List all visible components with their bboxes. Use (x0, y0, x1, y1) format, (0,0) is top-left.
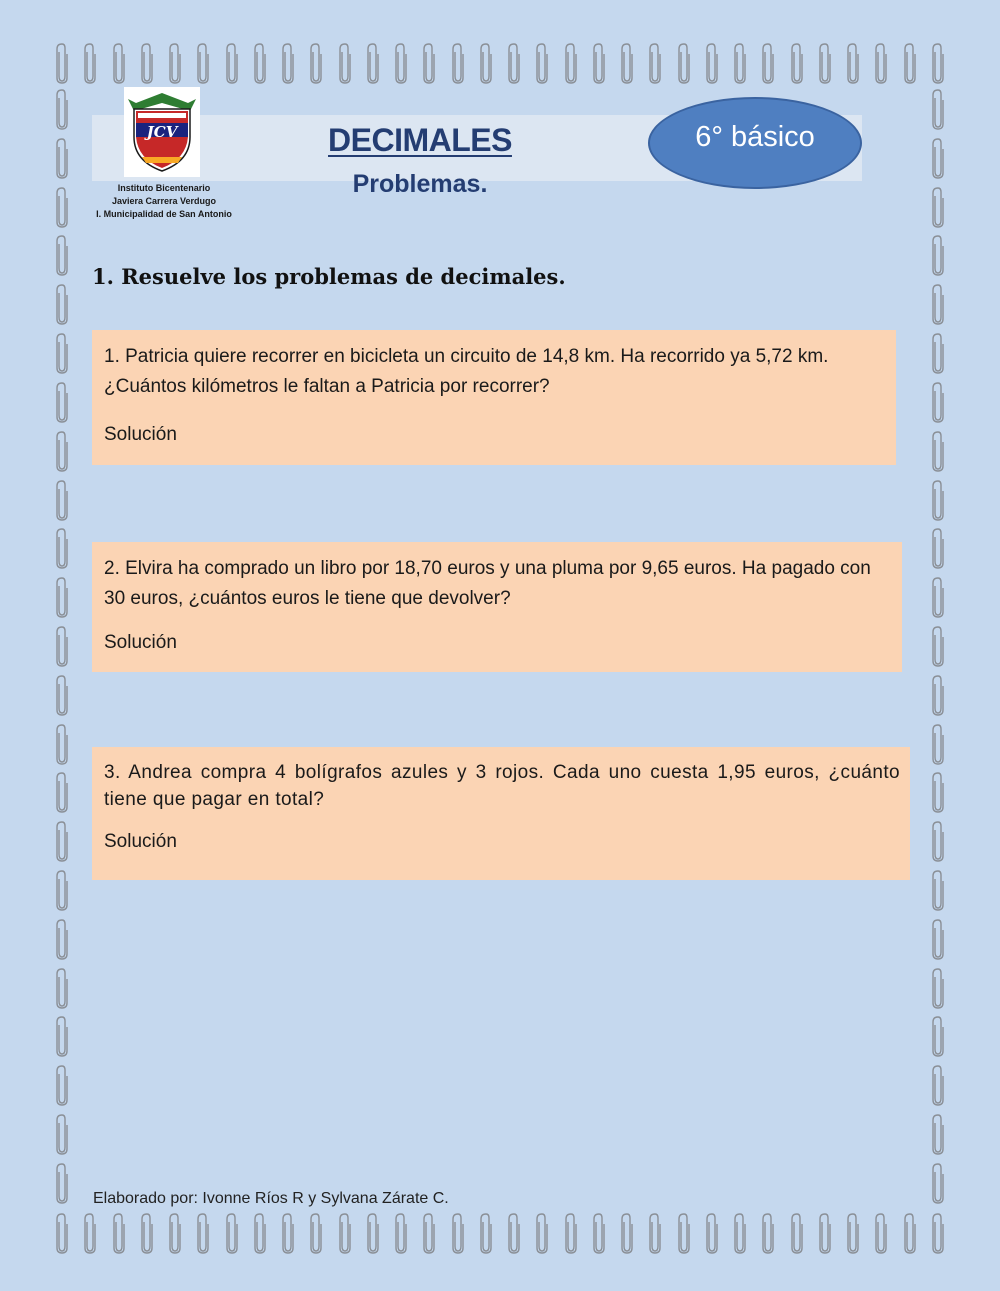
paperclip-border-bottom (54, 1212, 946, 1256)
paperclip-icon (478, 1212, 494, 1256)
paperclip-icon (139, 1212, 155, 1256)
paperclip-icon (421, 1212, 437, 1256)
paperclip-icon (365, 1212, 381, 1256)
paperclip-border-top (54, 42, 946, 86)
paperclip-icon (365, 42, 381, 86)
solution-label: Solución (104, 424, 177, 445)
paperclip-icon (54, 332, 70, 378)
solution-label: Solución (104, 831, 177, 852)
grade-label: 6° básico (695, 121, 815, 153)
paperclip-icon (139, 42, 155, 86)
paperclip-icon (930, 381, 946, 427)
instruction-heading: 1. Resuelve los problemas de decimales. (92, 264, 566, 289)
paperclip-icon (873, 1212, 889, 1256)
paperclip-icon (54, 576, 70, 622)
paperclip-icon (54, 1113, 70, 1159)
paperclip-icon (817, 42, 833, 86)
paperclip-icon (930, 42, 946, 86)
paperclip-icon (54, 283, 70, 329)
paperclip-icon (224, 42, 240, 86)
paperclip-icon (789, 42, 805, 86)
paperclip-icon (252, 42, 268, 86)
paperclip-icon (930, 332, 946, 378)
paperclip-icon (704, 42, 720, 86)
page-title: DECIMALES (328, 122, 512, 158)
paperclip-icon (591, 42, 607, 86)
paperclip-icon (506, 42, 522, 86)
paperclip-icon (54, 625, 70, 671)
paperclip-icon (760, 1212, 776, 1256)
paperclip-icon (591, 1212, 607, 1256)
paperclip-icon (195, 42, 211, 86)
paperclip-icon (930, 88, 946, 134)
paperclip-icon (930, 918, 946, 964)
paperclip-icon (195, 1212, 211, 1256)
footer-credits: Elaborado por: Ivonne Ríos R y Sylvana Zárate C. (93, 1190, 449, 1207)
paperclip-icon (54, 186, 70, 232)
paperclip-icon (54, 381, 70, 427)
paperclip-icon (534, 1212, 550, 1256)
paperclip-icon (619, 1212, 635, 1256)
paperclip-icon (54, 918, 70, 964)
paperclip-icon (308, 42, 324, 86)
paperclip-icon (930, 283, 946, 329)
paperclip-icon (704, 1212, 720, 1256)
paperclip-icon (308, 1212, 324, 1256)
paperclip-icon (845, 42, 861, 86)
paperclip-icon (280, 42, 296, 86)
problem-text: 1. Patricia quiere recorrer en bicicleta un circuito de 14,8 km. Ha recorrido ya 5,72 km. ¿Cuántos kilómetros le faltan a Patricia por recorrer? (104, 346, 829, 397)
paperclip-icon (902, 1212, 918, 1256)
paperclip-icon (54, 42, 70, 86)
paperclip-icon (450, 42, 466, 86)
paperclip-icon (930, 137, 946, 183)
paperclip-icon (111, 42, 127, 86)
paperclip-icon (563, 1212, 579, 1256)
institution-name (86, 182, 242, 221)
paperclip-icon (54, 967, 70, 1013)
paperclip-icon (647, 42, 663, 86)
paperclip-icon (167, 1212, 183, 1256)
paperclip-icon (930, 234, 946, 280)
paperclip-icon (393, 42, 409, 86)
paperclip-icon (421, 42, 437, 86)
paperclip-icon (930, 674, 946, 720)
grade-badge (648, 97, 862, 189)
paperclip-icon (930, 527, 946, 573)
paperclip-icon (789, 1212, 805, 1256)
paperclip-icon (563, 42, 579, 86)
institution-line: Javiera Carrera Verdugo (111, 196, 217, 206)
paperclip-icon (450, 1212, 466, 1256)
paperclip-icon (337, 42, 353, 86)
paperclip-icon (506, 1212, 522, 1256)
paperclip-icon (252, 1212, 268, 1256)
paperclip-icon (930, 479, 946, 525)
institution-line: Instituto Bicentenario (117, 183, 211, 193)
problem-text: 3. Andrea compra 4 bolígrafos azules y 3 rojos. Cada uno cuesta 1,95 euros, ¿cuánto tiene que pagar en total? (104, 762, 900, 810)
paperclip-icon (732, 1212, 748, 1256)
paperclip-icon (54, 1064, 70, 1110)
paperclip-border-right (930, 88, 946, 1208)
logo-initials: JCV (146, 123, 178, 141)
solution-label: Solución (104, 632, 177, 653)
paperclip-icon (280, 1212, 296, 1256)
paperclip-icon (534, 42, 550, 86)
paperclip-icon (111, 1212, 127, 1256)
paperclip-icon (54, 234, 70, 280)
paperclip-icon (167, 42, 183, 86)
school-crest-icon (124, 87, 200, 177)
paperclip-icon (930, 771, 946, 817)
problem-text: 2. Elvira ha comprado un libro por 18,70 euros y una pluma por 9,65 euros. Ha pagado con 30 euros, ¿cuántos euros le tiene que devolver? (104, 558, 871, 609)
paperclip-icon (930, 625, 946, 671)
paperclip-icon (930, 186, 946, 232)
paperclip-icon (54, 137, 70, 183)
paperclip-icon (930, 1015, 946, 1061)
paperclip-icon (930, 576, 946, 622)
paperclip-icon (930, 1113, 946, 1159)
paperclip-icon (478, 42, 494, 86)
paperclip-icon (54, 430, 70, 476)
paperclip-icon (54, 771, 70, 817)
paperclip-icon (54, 1212, 70, 1256)
paperclip-icon (873, 42, 889, 86)
problem-box (92, 330, 896, 465)
paperclip-icon (54, 479, 70, 525)
paperclip-icon (54, 88, 70, 134)
page-subtitle: Problemas. (352, 170, 488, 198)
paperclip-icon (647, 1212, 663, 1256)
paperclip-icon (676, 1212, 692, 1256)
paperclip-icon (393, 1212, 409, 1256)
paperclip-icon (54, 869, 70, 915)
problem-box (92, 747, 910, 880)
paperclip-icon (54, 723, 70, 769)
paperclip-icon (82, 1212, 98, 1256)
paperclip-icon (930, 869, 946, 915)
paperclip-icon (845, 1212, 861, 1256)
paperclip-icon (54, 674, 70, 720)
paperclip-icon (619, 42, 635, 86)
paperclip-icon (930, 1162, 946, 1208)
paperclip-icon (54, 820, 70, 866)
problem-box (92, 542, 902, 672)
paperclip-icon (732, 42, 748, 86)
paperclip-icon (676, 42, 692, 86)
paperclip-icon (930, 1064, 946, 1110)
paperclip-icon (224, 1212, 240, 1256)
paperclip-icon (760, 42, 776, 86)
paperclip-icon (902, 42, 918, 86)
paperclip-icon (930, 967, 946, 1013)
paperclip-icon (930, 723, 946, 769)
paperclip-icon (54, 1015, 70, 1061)
paperclip-border-left (54, 88, 70, 1208)
paperclip-icon (930, 430, 946, 476)
institution-line: I. Municipalidad de San Antonio (96, 209, 232, 219)
paperclip-icon (82, 42, 98, 86)
paperclip-icon (337, 1212, 353, 1256)
paperclip-icon (817, 1212, 833, 1256)
paperclip-icon (930, 1212, 946, 1256)
paperclip-icon (54, 1162, 70, 1208)
paperclip-icon (930, 820, 946, 866)
paperclip-icon (54, 527, 70, 573)
